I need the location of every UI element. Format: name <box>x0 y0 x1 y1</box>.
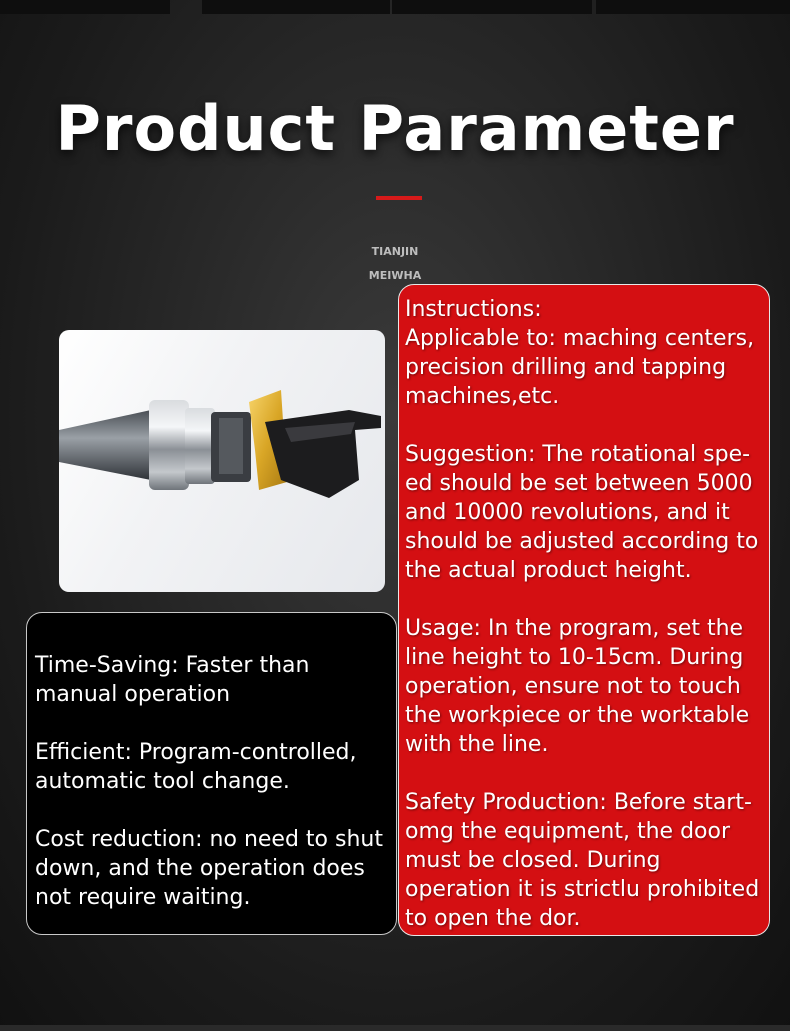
product-photo <box>59 330 385 592</box>
instruction-safety: Safety Production: Before start-omg the equipment, the door must be closed. During operation it is strictlu prohibited to open the dor. <box>405 790 760 931</box>
feature-efficient: Efficient: Program-controlled, automatic tool change. <box>35 740 357 794</box>
instruction-applicable: Applicable to: maching centers, precision drilling and tapping machines,etc. <box>405 326 755 409</box>
instruction-suggestion: Suggestion: The rotational spe-ed should be set between 5000 and 10000 revolutions, and it should be adjusted according to the actual product height. <box>405 442 759 583</box>
instruction-usage: Usage: In the program, set the line height to 10-15cm. During operation, ensure not to touch the workpiece or the worktable with the line. <box>405 616 750 757</box>
title-underline <box>376 196 422 200</box>
instructions-box <box>398 284 770 936</box>
brand-label <box>0 240 790 288</box>
page-title: Product Parameter <box>55 92 735 165</box>
feature-cost-reduction: Cost reduction: no need to shut down, and the operation does not require waiting. <box>35 827 383 910</box>
brand-line-1: TIANJIN <box>371 245 419 258</box>
tool-holder-image <box>59 330 385 592</box>
top-bar <box>0 0 790 14</box>
bottom-divider <box>0 1025 790 1031</box>
brand-line-2: MEIWHA <box>368 269 422 282</box>
instructions-heading: Instructions: <box>405 297 542 322</box>
features-box <box>26 612 397 935</box>
feature-time-saving: Time-Saving: Faster than manual operation <box>35 653 310 707</box>
